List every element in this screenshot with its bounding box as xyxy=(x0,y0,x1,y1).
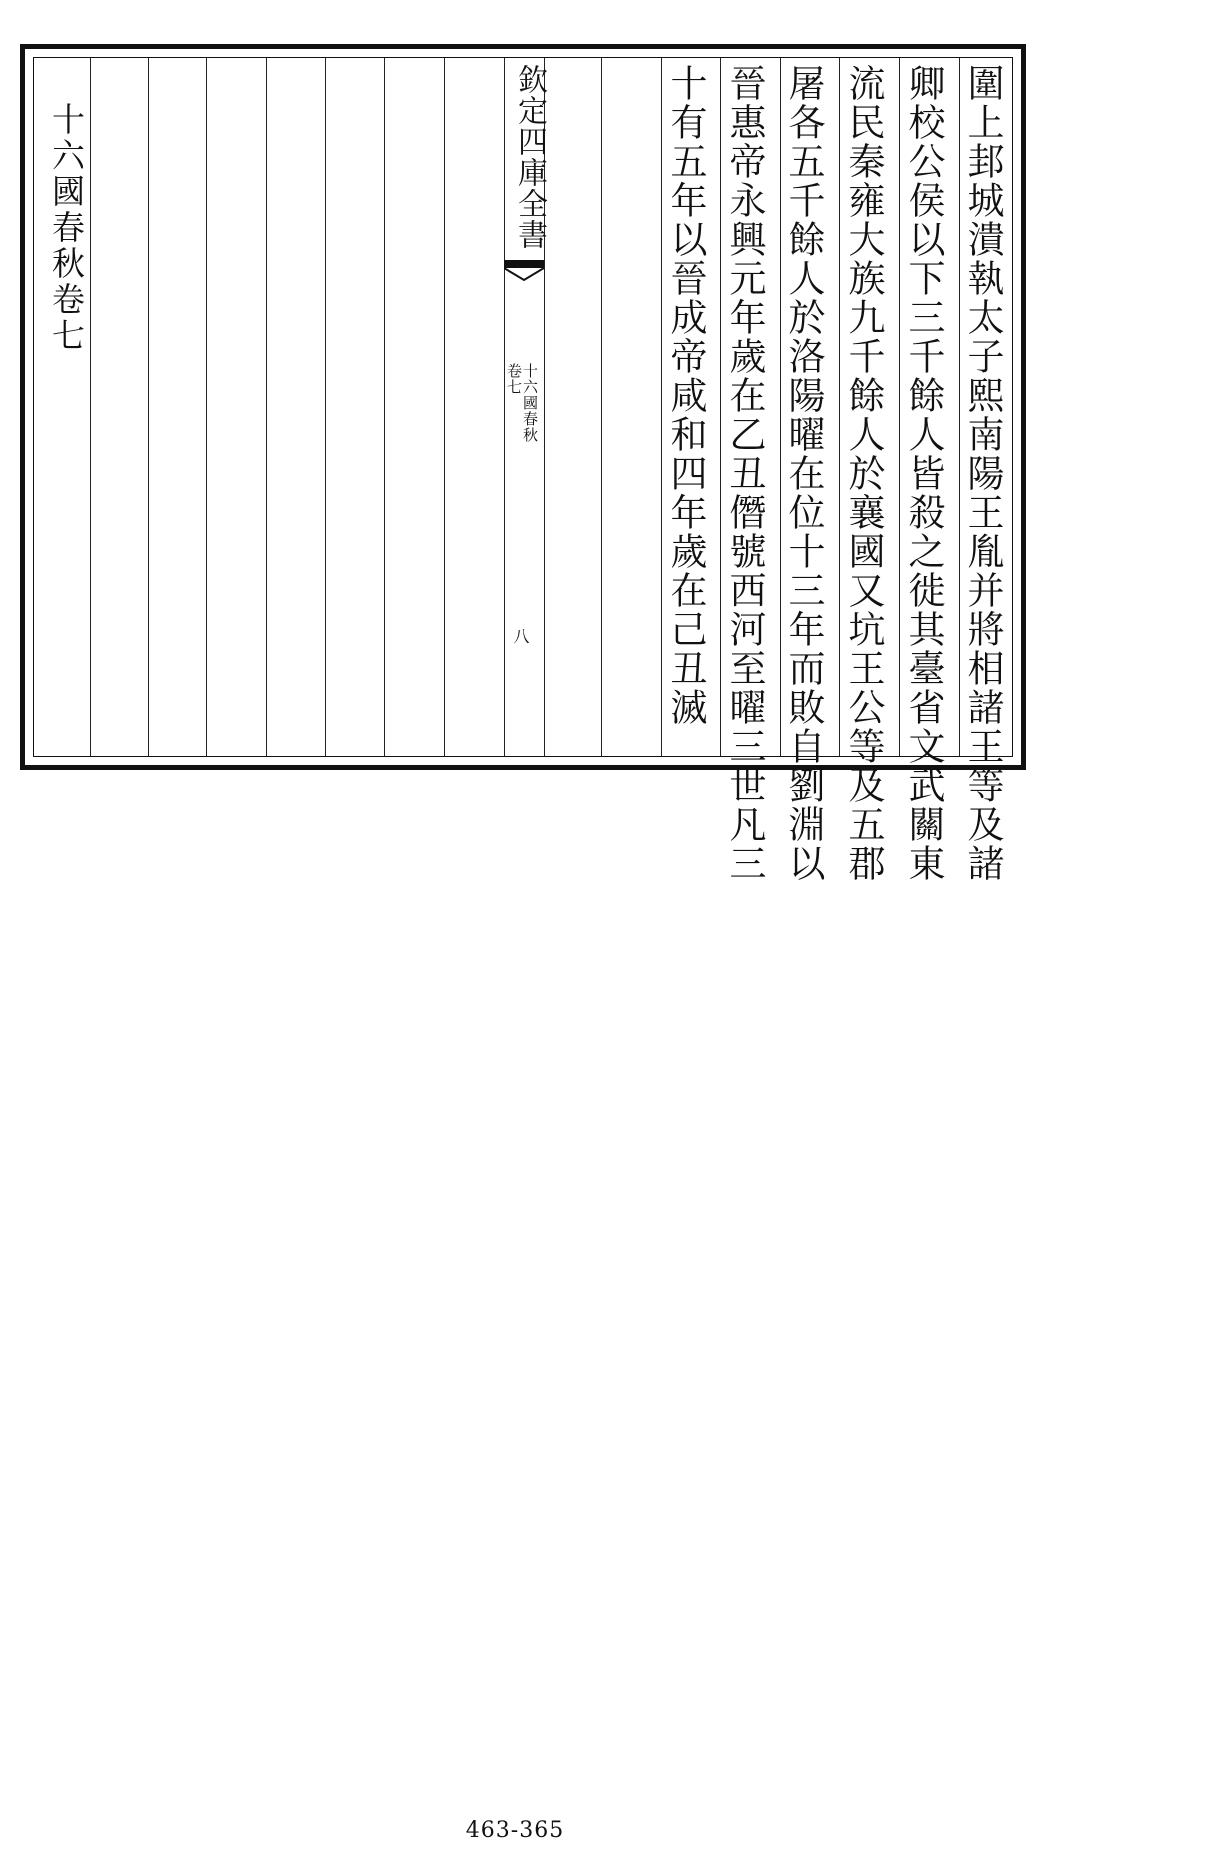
page-frame xyxy=(20,44,1026,883)
column-rule xyxy=(206,58,207,756)
text-column: 十有五年以晉成帝咸和四年歲在己丑滅 xyxy=(664,64,707,727)
center-volume-label: 卷七 xyxy=(505,363,523,395)
column-rule xyxy=(780,58,781,756)
center-sub-title: 十六國春秋 xyxy=(521,363,539,443)
column-rule xyxy=(148,58,149,756)
text-column: 晉惠帝永興元年歲在乙丑僭號西河至曜三世凡三 xyxy=(723,64,766,883)
inner-frame xyxy=(33,57,1013,883)
center-fold-strip xyxy=(504,58,547,756)
fish-tail-ornament xyxy=(504,260,544,282)
column-rule xyxy=(959,58,960,756)
folio-number: 八 xyxy=(511,628,530,644)
chapter-title: 十六國春秋卷七 xyxy=(47,102,86,354)
column-rule xyxy=(266,58,267,756)
text-column: 圍上邽城潰執太子熙南陽王胤并將相諸王等及諸 xyxy=(961,64,1004,883)
text-column: 屠各五千餘人於洛陽曜在位十三年而敗自劉淵以 xyxy=(782,64,825,883)
column-rule xyxy=(444,58,445,756)
column-rule xyxy=(325,58,326,756)
column-rule xyxy=(384,58,385,756)
text-column: 卿校公侯以下三千餘人皆殺之徙其臺省文武關東 xyxy=(902,64,945,883)
column-rule xyxy=(661,58,662,756)
column-rule xyxy=(601,58,602,756)
column-rule xyxy=(899,58,900,756)
column-rule xyxy=(720,58,721,756)
page-number: 463-365 xyxy=(465,1818,565,1843)
collection-title: 欽定四庫全書 xyxy=(512,64,547,250)
column-rule xyxy=(90,58,91,756)
text-column: 流民秦雍大族九千餘人於襄國又坑王公等及五郡 xyxy=(842,64,885,883)
column-rule xyxy=(839,58,840,756)
